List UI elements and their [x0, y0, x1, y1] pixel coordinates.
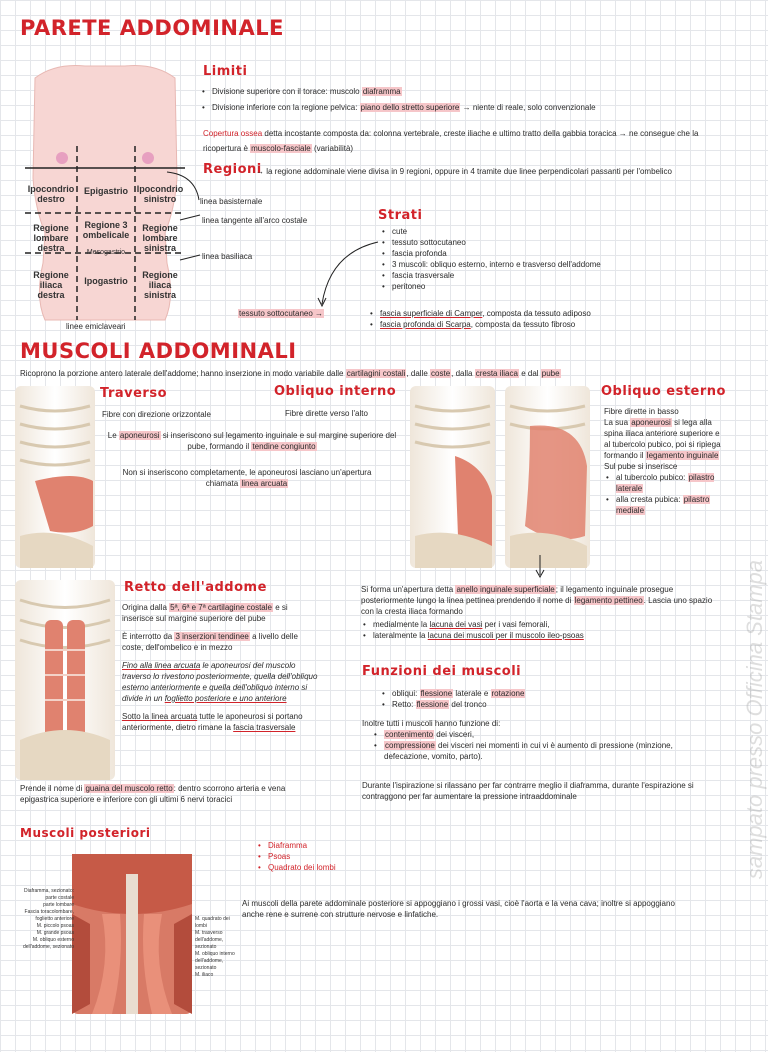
regioni-text: → la regione addominale viene divisa in 9 regioni, oppure in 4 tramite due linee perpendicolari passanti per l'ombelico	[256, 167, 672, 176]
respirazione-paragraph: Durante l'ispirazione si rilassano per far contrarre meglio il diaframma, durante l'espirazione si contraggono per far aumentare la pressione intraaddominale	[362, 781, 694, 801]
obl-est-aponeurosi: aponeurosi	[631, 418, 671, 427]
retto-figure	[15, 580, 115, 780]
funzioni-generali-list	[362, 729, 702, 762]
label-regione-iliaca-destra: Regione iliaca destra	[33, 270, 69, 300]
label-regione-iliaca-sinistra: Regione iliaca sinistra	[142, 270, 178, 300]
obliquo-esterno-figure	[505, 386, 590, 568]
lacuna-muscoli: lacuna dei muscoli per il muscolo ileo-psoas	[427, 631, 584, 640]
anello-text: . Lascia uno spazio con la cresta iliaca formando	[361, 596, 713, 616]
torso-figure	[25, 58, 185, 320]
linea-arcuata: linea arcuata	[241, 479, 288, 488]
posteriori-text: Ai muscoli della parete addominale posteriore si appoggiano i grossi vasi, cioè l'aorta e la vena cava; inoltre si appoggiano anche rene e surrene con strutture nervose e linfatiche.	[242, 899, 675, 919]
scarpa-term: fascia profonda di Scarpa	[380, 320, 471, 329]
cartilagini-costali: 5ª, 6ª e 7ª cartilagine costale	[170, 603, 272, 612]
anello-text: Si forma un'apertura detta	[361, 585, 456, 594]
fig-label: Diaframma, sezionato: parte costale	[23, 888, 74, 901]
funzione-retto	[392, 699, 722, 710]
obliquo-esterno-p3: Sul pube si inserisce	[604, 462, 678, 471]
obliquo-esterno-text	[604, 406, 724, 516]
fig-label: Fascia toracolombare, foglietto anteriore	[24, 909, 74, 922]
guaina-paragraph	[20, 783, 326, 805]
intro-hl: coste	[431, 369, 451, 378]
retto-p4	[122, 711, 318, 733]
scarpa-text: , composta da tessuto fibroso	[470, 320, 576, 329]
traverso-p3	[112, 467, 382, 489]
posteriori-item: • Diaframma	[268, 840, 336, 851]
intro-text: e dal	[518, 369, 541, 378]
pilastro-mediale-item	[616, 494, 724, 516]
intro-text: , dalla	[451, 369, 475, 378]
traverso-illustration	[15, 386, 95, 568]
tessuto-sottocutaneo-label	[238, 308, 324, 319]
sottocutaneo-item-1	[380, 308, 720, 319]
muscoli-intro	[20, 368, 730, 379]
label-regione-ombelicale: Regione 3 ombelicale	[82, 220, 130, 240]
lacune-list	[361, 619, 723, 641]
intro-hl: cresta iliaca	[475, 369, 518, 378]
lacuna-text: per i vasi femorali,	[482, 620, 550, 629]
fig-label: M. piccolo psoas	[36, 923, 74, 929]
obliquo-esterno-p2	[604, 417, 724, 461]
fig-label: M. iliaco	[195, 972, 214, 978]
obliquo-esterno-illustration	[505, 386, 590, 568]
intro-text: Ricoprono la porzione antero laterale dell'addome; hanno inserzione in modo variabile dalle	[20, 369, 346, 378]
obliquo-interno-illustration	[410, 386, 495, 568]
traverso-heading: Traverso	[100, 386, 167, 401]
lacuna-text: lateralmente la	[373, 631, 428, 640]
copertura-text: detta incostante composta da: colonna vertebrale, creste iliache e ultimo tratto della gabbia toracica → ne consegue che la ricopertura è	[203, 129, 699, 153]
obl-est-p2-text: si lega alla spina iliaca anteriore superiore e al tubercolo pubico, poi si ripiega formando il	[604, 418, 721, 460]
posteriori-left-labels	[18, 888, 74, 951]
traverso-figure	[15, 386, 95, 568]
limiti-item-2	[212, 102, 732, 113]
retto-p1	[122, 602, 318, 624]
foglietti: foglietto posteriore e uno anteriore	[164, 694, 287, 703]
obliquo-interno-figure	[410, 386, 495, 568]
traverso-p3-text: Non si inseriscono completamente, le aponeurosi lasciano un'apertura chiamata	[122, 468, 372, 488]
regioni-heading: Regioni	[203, 162, 262, 177]
obliquo-interno-p1: Fibre dirette verso l'alto	[285, 409, 368, 418]
retto-p4-text: tutte le aponeurosi si portano anteriormente, dietro rimane la	[122, 712, 303, 732]
strati-list	[380, 226, 712, 292]
anello-text: ; il legamento inguinale prosegue posteriormente lungo la linea pettinea prendendo il nome di	[361, 585, 674, 605]
strati-arrow	[310, 238, 382, 310]
limiti-heading: Limiti	[203, 64, 248, 79]
fascia-trasversale: fascia trasversale	[233, 723, 296, 732]
watermark: sampato presso Officina Stampa	[742, 560, 767, 880]
anello-paragraph	[361, 584, 723, 641]
lacuna-vasi: lacuna dei vasi	[429, 620, 483, 629]
lacuna-text: medialmente la	[373, 620, 430, 629]
limiti-item-2-tail: → niente di reale, solo convenzionale	[460, 103, 596, 112]
torso-leader-lines	[165, 170, 205, 270]
retto-p1-text: e si inserisce sul margine superiore del pube	[122, 603, 288, 623]
retto-p2-text: a livello delle coste, dell'ombelico e in mezzo	[122, 632, 298, 652]
limiti-item-2-text: Divisione inferiore con la regione pelvica:	[212, 103, 360, 112]
retto-text	[122, 602, 318, 733]
funzioni-generali	[362, 718, 702, 762]
guaina-text: Prende il nome di	[20, 784, 85, 793]
label-linee-emiclaveari: linee emiclaveari	[66, 322, 126, 331]
posteriori-item: • Quadrato dei lombi	[268, 862, 336, 873]
funzioni-heading: Funzioni dei muscoli	[362, 664, 522, 679]
copertura-term: Copertura ossea	[203, 129, 263, 138]
funzione-hl: compressione	[385, 741, 435, 750]
limiti-item-1-highlight: diaframma	[362, 87, 401, 96]
legamento-inguinale: legamento inguinale	[646, 451, 719, 460]
guaina-term: guaina del muscolo retto	[85, 784, 173, 793]
limiti-list	[200, 86, 732, 113]
retto-p2	[122, 631, 318, 653]
pilastri-list	[604, 472, 724, 516]
funzione-text: dei visceri,	[434, 730, 475, 739]
pilastro-mediale: pilastro mediale	[616, 495, 710, 515]
section-title-muscoli: MUSCOLI ADDOMINALI	[20, 339, 297, 363]
tessuto-sottocutaneo-text: tessuto sottocutaneo →	[239, 309, 324, 318]
funzioni-list	[380, 688, 722, 710]
strati-item: • cute	[392, 226, 712, 237]
strati-item: • 3 muscoli: obliquo esterno, interno e trasverso dell'addome	[392, 259, 712, 270]
limiti-item-1-text: Divisione superiore con il torace: muscolo	[212, 87, 362, 96]
fig-label: M. obliquo interno dell'addome, sezionato	[195, 951, 235, 971]
funzioni-intro: Inoltre tutti i muscoli hanno funzione di:	[362, 719, 501, 728]
retto-p2-text: È interrotto da	[122, 632, 175, 641]
funzione-text: obliqui:	[392, 689, 420, 698]
retto-p1-text: Origina dalla	[122, 603, 170, 612]
fig-label: M. obliquo esterno dell'addome, sezionato	[23, 937, 74, 950]
tendine-congiunto: tendine congiunto	[252, 442, 316, 451]
funzione-compressione	[384, 740, 702, 762]
pilastro-laterale: pilastro laterale	[616, 473, 715, 493]
anello-arrow	[530, 555, 550, 580]
obliquo-interno-heading: Obliquo interno	[274, 384, 397, 399]
label-regione-lombare-destra: Regione lombare destra	[33, 223, 69, 253]
legamento-pettineo: legamento pettineo	[574, 596, 643, 605]
lacuna-vasi-item	[373, 619, 723, 630]
funzione-hl: contenimento	[385, 730, 434, 739]
intro-hl: cartilagini costali	[346, 369, 406, 378]
traverso-p2-text: si inseriscono sul legamento inguinale e sul margine superiore del pube, formando il	[160, 431, 397, 451]
strati-item: • fascia trasversale	[392, 270, 712, 281]
retto-illustration	[15, 580, 115, 780]
guaina-text: : dentro scorrono arteria e vena epigastrica superiore e inferiore con gli ultimi 6 nervi toracici	[20, 784, 286, 804]
label-linea-basisternale: linea basisternale	[200, 197, 263, 206]
funzione-text: Retto:	[392, 700, 416, 709]
pilastro-mediale-text: alla cresta pubica:	[616, 495, 683, 504]
traverso-aponeurosi: aponeurosi	[119, 431, 160, 440]
limiti-item-1	[212, 86, 732, 97]
posteriori-right-labels	[195, 916, 237, 979]
fig-label: M. trasverso dell'addome, sezionato	[195, 930, 224, 950]
strati-heading: Strati	[378, 208, 423, 223]
page-title: PARETE ADDOMINALE	[20, 16, 284, 40]
traverso-p2-text: Le	[107, 431, 119, 440]
camper-term: fascia superficiale di Camper	[380, 309, 483, 318]
posteriori-figure	[72, 854, 192, 1014]
label-linea-bisiliaca: linea basiliaca	[202, 252, 253, 261]
lacuna-muscoli-item	[373, 630, 723, 641]
label-ipogastrio: Ipogastrio	[84, 276, 128, 286]
posteriori-illustration	[72, 854, 192, 1014]
label-ipocondrio-destro: Ipocondrio destro	[27, 184, 75, 204]
intro-hl: pube	[541, 369, 560, 378]
fig-label: M. quadrato dei lombi	[195, 916, 230, 929]
posteriori-heading: Muscoli posteriori	[20, 826, 151, 840]
funzione-text: del tronco	[449, 700, 487, 709]
retto-heading: Retto dell'addome	[124, 580, 267, 595]
copertura-tail: (variabilità)	[311, 144, 354, 153]
retto-p4-term: Sotto la linea arcuata	[122, 712, 198, 721]
pilastro-laterale-item	[616, 472, 724, 494]
fig-label: M. grande psoas	[36, 930, 74, 936]
retto-p3-term: Fino alla linea arcuata	[122, 661, 201, 670]
strati-item: • peritoneo	[392, 281, 712, 292]
funzione-text: laterale e	[453, 689, 491, 698]
obliquo-esterno-heading: Obliquo esterno	[601, 384, 726, 399]
strati-item: • fascia profonda	[392, 248, 712, 259]
copertura-highlight: muscolo-fasciale	[251, 144, 311, 153]
retto-p3-text: le aponeurosi del muscolo traverso lo rivestono posteriormente, quella dell'obliquo esterno anteriormente e quella dell'obliquo interno si divide in un	[122, 661, 318, 703]
intro-text: , dalle	[406, 369, 431, 378]
funzione-obliqui	[392, 688, 722, 699]
sottocutaneo-item-2	[380, 319, 720, 330]
posteriori-item: • Psoas	[268, 851, 336, 862]
label-regione-lombare-sinistra: Regione lombare sinistra	[142, 223, 178, 253]
funzione-hl: flessione	[416, 700, 449, 709]
label-epigastrio: Epigastrio	[83, 186, 128, 196]
limiti-item-2-highlight: piano dello stretto superiore	[360, 103, 460, 112]
obliquo-esterno-p1: Fibre dirette in basso	[604, 407, 679, 416]
traverso-p1: Fibre con direzione orizzontale	[102, 410, 211, 419]
label-linea-costale: linea tangente all'arco costale	[202, 216, 308, 225]
anello-inguinale: anello inguinale superficiale	[456, 585, 555, 594]
funzione-hl: flessione	[420, 689, 453, 698]
pilastro-laterale-text: al tubercolo pubico:	[616, 473, 688, 482]
strati-item: • tessuto sottocutaneo	[392, 237, 712, 248]
label-mesogastrio: Mesogastrio	[86, 249, 126, 256]
inserzioni-tendinee: 3 inserzioni tendinee	[175, 632, 249, 641]
traverso-p2	[102, 430, 402, 452]
funzione-hl: rotazione	[491, 689, 525, 698]
camper-text: , composta da tessuto adiposo	[482, 309, 591, 318]
label-ipocondrio-sinistro: Ipocondrio sinistro	[136, 184, 184, 204]
retto-p3	[122, 660, 318, 704]
funzione-contenimento	[384, 729, 702, 740]
sottocutaneo-list	[368, 308, 720, 330]
posteriori-list	[256, 840, 336, 873]
copertura-paragraph	[203, 126, 703, 156]
fig-label: parte lombare	[43, 902, 74, 908]
funzione-text: dei visceri nei momenti in cui vi è aumento di pressione (minzione, defecazione, vomito, parto).	[384, 741, 673, 761]
obl-est-p2-text: La sua	[604, 418, 631, 427]
